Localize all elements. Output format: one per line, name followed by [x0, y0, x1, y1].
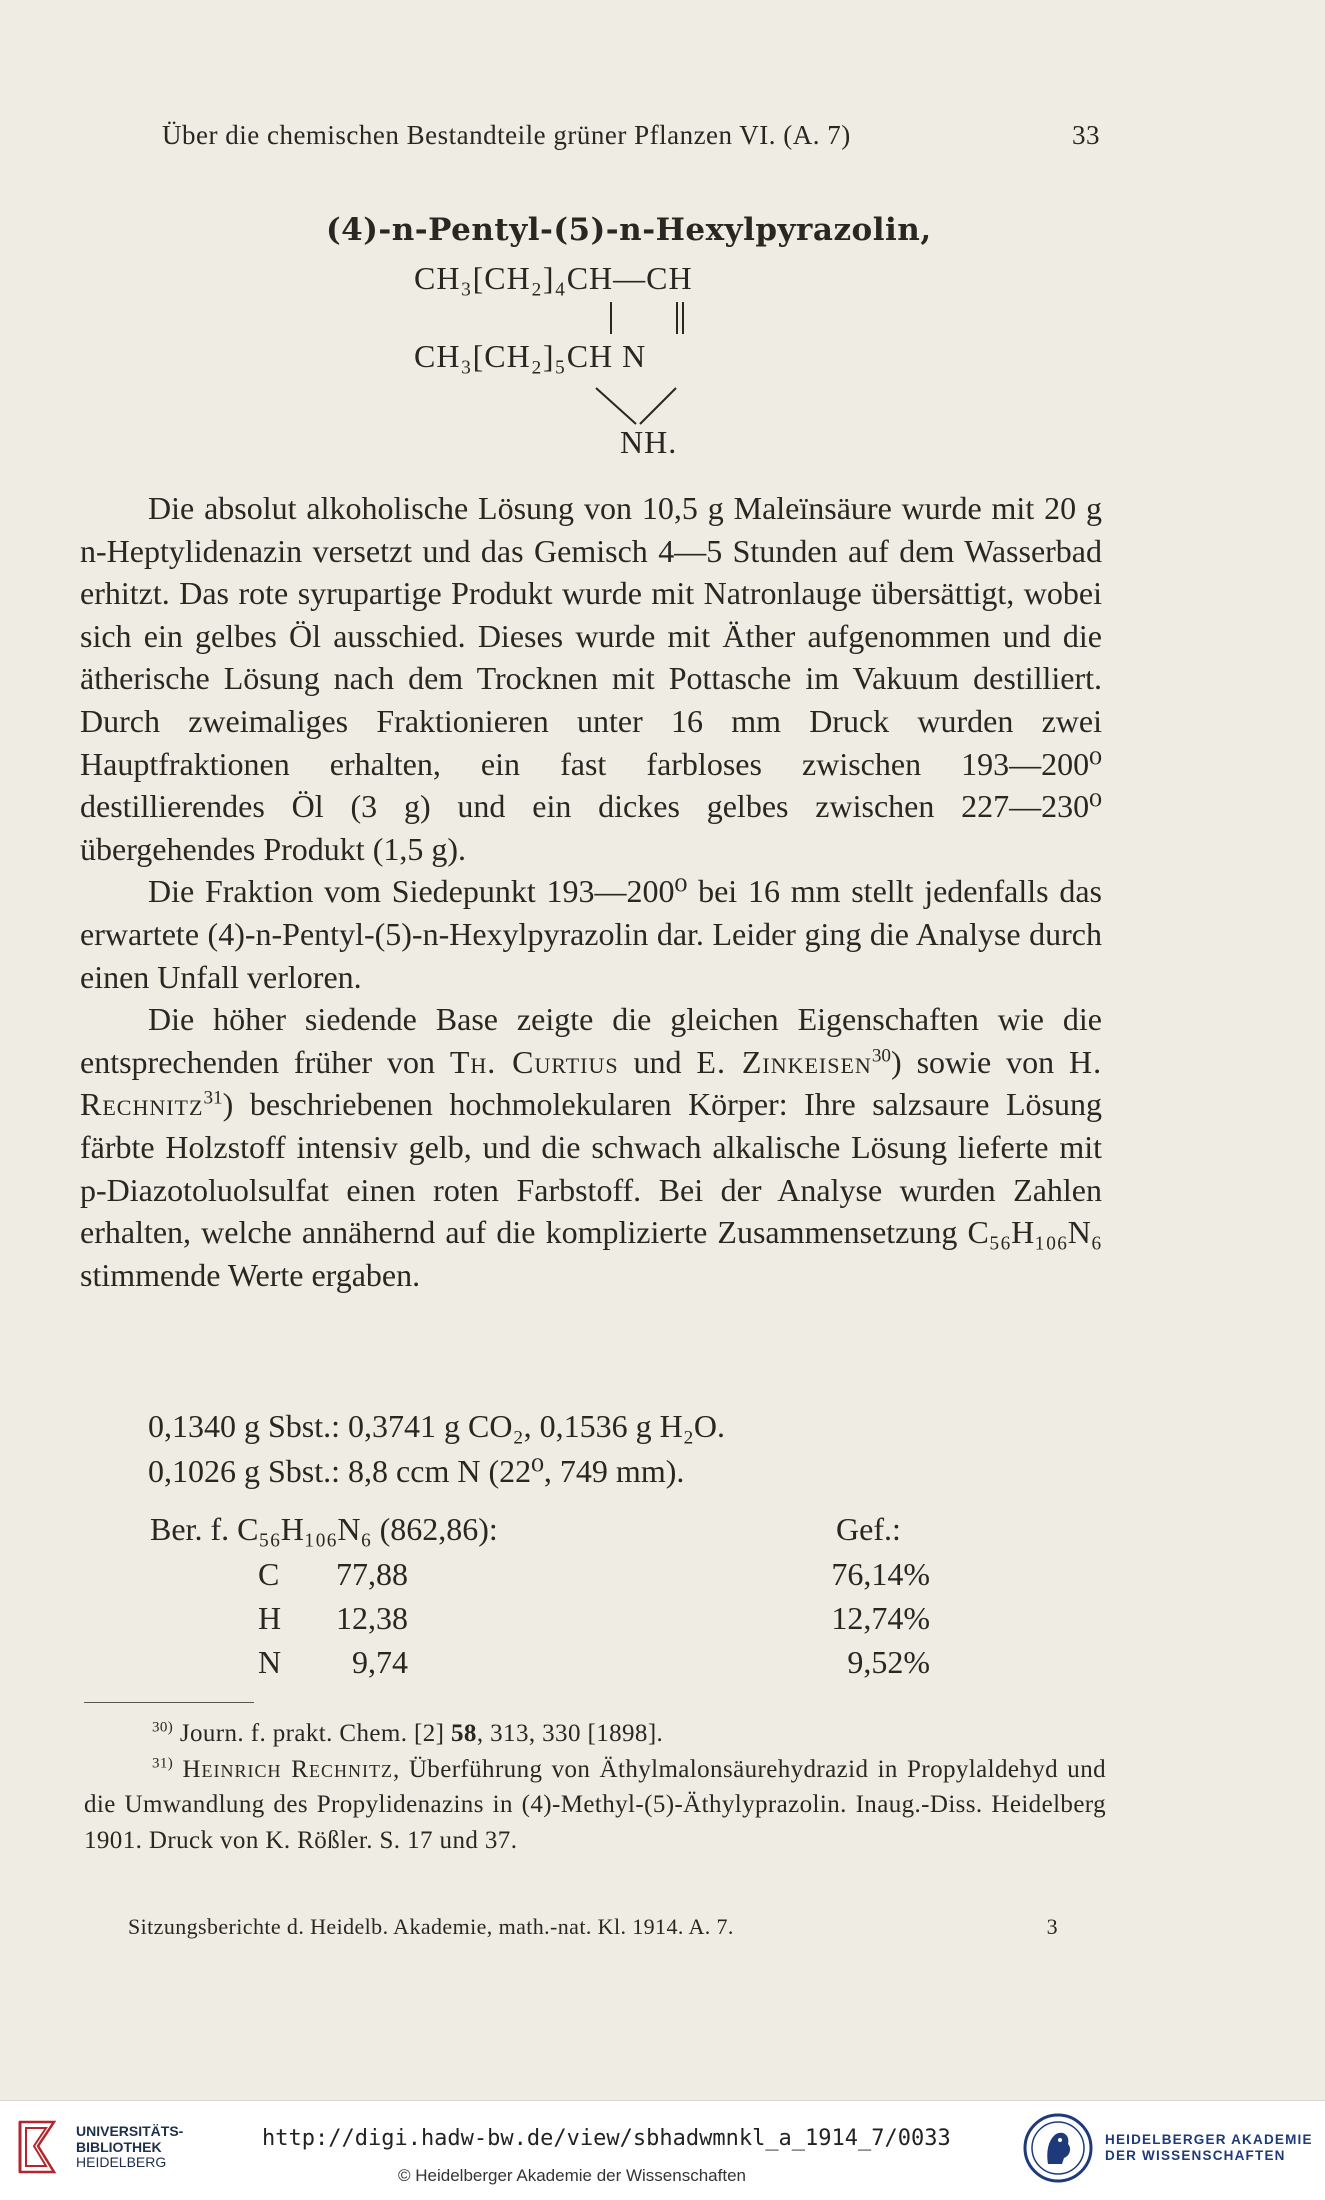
footnote-divider	[84, 1702, 254, 1703]
author-zinkeisen: E. Zinkeisen	[696, 1043, 872, 1080]
paragraph-3-d: beschriebenen hochmolekularen Körper: Ihre salzsaure Lösung färbte Holzstoff intensiv gelb, und die schwach alkalische Lösung lieferte mit p-Diazotoluolsulfat einen roten Farbstoff. Bei der Analyse wurden Zahlen erhalten, welche annähernd auf die komplizierte Zusammensetzung	[80, 1086, 1103, 1251]
element-symbol: N	[258, 1644, 282, 1680]
copyright-notice: © Heidelberger Akademie der Wissenschaften	[398, 2166, 746, 2185]
document-url-link[interactable]: http://digi.hadw-bw.de/view/sbhadwmnkl_a_1914_7/0033	[262, 2126, 951, 2151]
table-row	[258, 1644, 408, 1681]
footnote-number: 30)	[152, 1719, 174, 1736]
calculated-value: 9,74	[352, 1644, 408, 1680]
footnote-number: 31)	[152, 1755, 174, 1772]
found-value: 76,14%	[831, 1556, 930, 1592]
footnote-ref-30: 30	[871, 1045, 892, 1067]
university-library-logo-icon[interactable]	[14, 2116, 60, 2178]
footnote-text: , Überführung von Äthylmalonsäurehydrazid in Propylaldehyd und die Umwandlung des Propylidenazins in (4)-Methyl-(5)-Äthylyprazolin. Inaug.-Diss. Heidelberg 1901. Druck von K. Rößler. S. 17 und 37.	[84, 1755, 1106, 1854]
structure-bonds-vertical	[600, 300, 690, 340]
academy-line: HEIDELBERGER AKADEMIE	[1105, 2132, 1313, 2147]
analysis-line-2: 0,1026 g Sbst.: 8,8 ccm N (22⁰, 749 mm).	[148, 1453, 685, 1489]
body-text	[80, 487, 1102, 1296]
compound-title: (4)-n-Pentyl-(5)-n-Hexylpyrazolin,	[326, 212, 932, 248]
author-curtius: Th. Curtius	[449, 1043, 619, 1080]
element-symbol: C	[258, 1556, 280, 1592]
footnotes	[84, 1716, 1106, 1858]
table-row	[258, 1556, 408, 1593]
university-library-name	[76, 2124, 183, 2171]
author-rechnitz: H. Rechnitz	[80, 1043, 1103, 1123]
calculated-value: 77,88	[336, 1556, 408, 1592]
calculated-value: 12,38	[336, 1600, 408, 1636]
paragraph-3-a: Die höher siedende Base zeigte die gleichen Eigenschaften wie die entsprechenden früher von	[80, 1001, 1102, 1080]
signature-mark: 3	[1046, 1914, 1058, 1939]
journal-volume: 58	[451, 1720, 477, 1747]
found-value: 12,74%	[831, 1600, 930, 1636]
footnote-author: Heinrich Rechnitz	[182, 1755, 393, 1783]
academy-line: DER WISSENSCHAFTEN	[1105, 2148, 1286, 2163]
footer-citation: Sitzungsberichte d. Heidelb. Akademie, math.-nat. Kl. 1914. A. 7.	[128, 1914, 734, 1939]
found-label: Gef.:	[836, 1511, 901, 1547]
library-line: UNIVERSITÄTS-	[76, 2123, 184, 2139]
paragraph-3-b: und	[633, 1043, 682, 1080]
structure-line-3: NH.	[620, 424, 678, 460]
academy-name	[1105, 2132, 1313, 2164]
element-symbol: H	[258, 1600, 282, 1636]
structure-line-2: CH₃[CH₂]₅CH N	[414, 338, 647, 374]
footnote-text: Journ. f. prakt. Chem. [2]	[179, 1720, 445, 1747]
running-head	[162, 120, 1100, 151]
found-value: 9,52%	[847, 1644, 930, 1680]
running-head-text: Über die chemischen Bestandteile grüner Pflanzen VI. (A. 7)	[162, 120, 851, 150]
library-line: BIBLIOTHEK	[76, 2138, 162, 2155]
table-row	[258, 1600, 408, 1637]
paragraph-2: Die Fraktion vom Siedepunkt 193—200⁰ bei 16 mm stellt jedenfalls das erwartete (4)-n-Pentyl-(5)-n-Hexylpyrazolin dar. Leider ging die Analyse durch einen Unfall verloren.	[80, 873, 1102, 995]
page-footer	[128, 1914, 1058, 1940]
page-number: 33	[1072, 120, 1100, 150]
footnote-ref-31: 31	[203, 1087, 223, 1109]
structure-line-1: CH₃[CH₂]₄CH—CH	[414, 260, 693, 296]
paragraph-1: Die absolut alkoholische Lösung von 10,5 g Maleïnsäure wurde mit 20 g n-Heptylidenazin versetzt und das Gemisch 4—5 Stunden auf dem Wasserbad erhitzt. Das rote syrupartige Produkt wurde mit Natronlauge übersättigt, wobei sich ein gelbes Öl ausschied. Dieses wurde mit Äther aufgenommen und die ätherische Lösung nach dem Trocknen mit Pottasche im Vakuum destilliert. Durch zweimaliges Fraktionieren unter 16 mm Druck wurden zwei Hauptfraktionen erhalten, ein fast farbloses zwischen 193—200⁰ destillierendes Öl (3 g) und ein dickes gelbes zwischen 227—230⁰ übergehendes Produkt (1,5 g).	[80, 490, 1102, 867]
calculated-label: Ber. f. C₅₆H₁₀₆N₆ (862,86):	[150, 1511, 498, 1547]
paragraph-3-e: stimmende Werte ergaben.	[80, 1256, 421, 1293]
paragraph-3-c: sowie von	[916, 1043, 1055, 1080]
footnote-31	[84, 1752, 1106, 1859]
analysis-line-1: 0,1340 g Sbst.: 0,3741 g CO₂, 0,1536 g H₂O.	[148, 1408, 726, 1444]
paragraph-3: Die höher siedende Base zeigte die gleichen Eigenschaften wie die entsprechenden früher von Th. Curtius und E. Zinkeisen$^{30}$) sowie von H. Rechnitz$^{31}$) beschriebenen hochmolekularen Körper: Ihre salzsaure Lösung färbte Holzstoff intensiv gelb, und die schwach alkalische Lösung lieferte mit p-Diazotoluolsulfat einen roten Farbstoff. Bei der Analyse wurden Zahlen erhalten, welche annähernd auf die komplizierte Zusammensetzung C₅₆H₁₀₆N₆ stimmende Werte ergaben.	[80, 1001, 1103, 1293]
structure-bonds-diagonal	[592, 384, 682, 428]
footnote-30	[84, 1716, 1106, 1752]
academy-seal-icon[interactable]	[1022, 2112, 1094, 2184]
footnote-text: , 313, 330 [1898].	[476, 1720, 664, 1747]
library-line: HEIDELBERG	[76, 2154, 167, 2170]
formula-inline: C₅₆H₁₀₆N₆	[967, 1214, 1103, 1251]
